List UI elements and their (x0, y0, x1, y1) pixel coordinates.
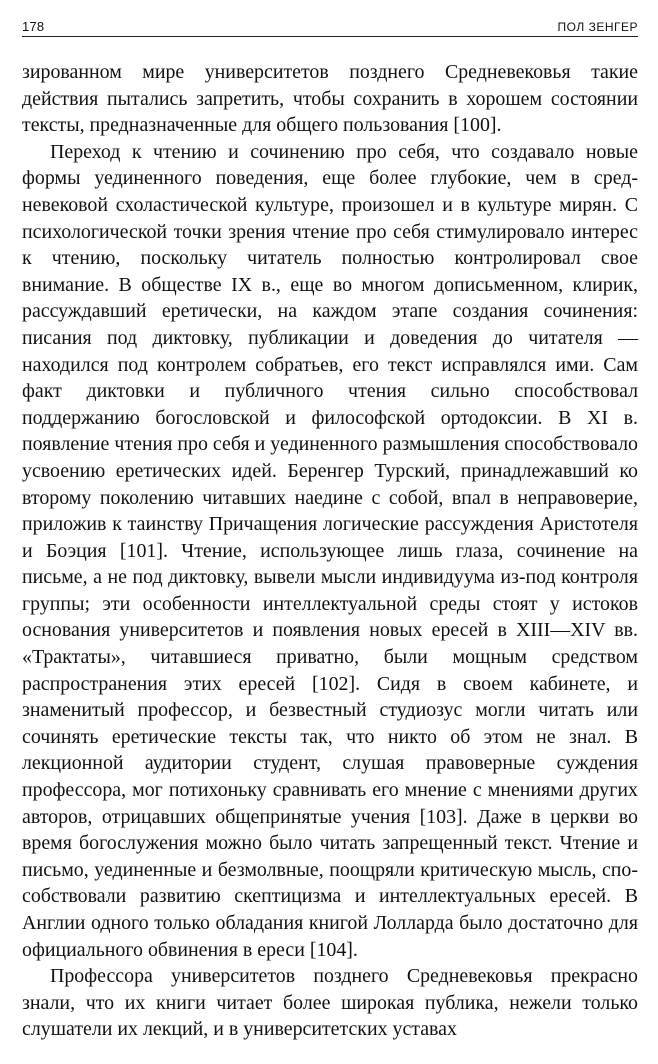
paragraph-professors: Профессора университетов позднего Средневековья прекрасно знали, что их книги читает более широкая публика, нежели только слушатели их лекций, и в университетских уставах (22, 965, 638, 1041)
paragraph-silent-reading: Переход к чтению и сочинению про себя, что создавало новые формы уединенного поведения, еще более глубокие, чем в средневековой схоластической культуре, произошел и в культуре мирян. С психологической точки зрения чтение про себя стимулировало интерес к чтению, поскольку читатель полностью контролировал свое внимание. В обществе IX в., еще во многом дописьменном, клирик, рассуждавший еретически, на каждом этапе создания сочинения: писания под диктовку, публикации и доведения до читателя — находился под контролем собратьев, его текст исправлялся ими. Сам факт диктовки и публичного чтения сильно способствовал поддержанию богословской и философской ортодоксии. В XI в. появление чтения про себя и уединенного размышления способствовало усвоению еретических идей. Беренгер Турский, принадлежавший ко второму поколению читавших наедине с собой, впал в неправоверие, приложив к таинству Причащения логические рассуждения Аристотеля и Боэция [101]. Чтение, использующее лишь глаза, сочинение на письме, а не под диктовку, вывели мысли индивидуума из-под контроля группы; эти особенности интеллектуальной среды стоят у истоков основания университетов и появления новых ересей в XIII—XIV вв. «Трактаты», читавшиеся приватно, были мощным средством распространения этих ересей [102]. Сидя в своем кабинете, и знаменитый профессор, и безвестный студиозус могли читать или сочинять еретические тексты так, что никто об этом не знал. В лекционной аудитории студент, слушая правоверные суждения профессора, мог потихоньку сравнивать его мнение с мнениями других авторов, отрицавших общепринятые учения [103]. Даже в церкви во время богослужения можно было читать запрещенный текст. Чтение и письмо, уединенные и безмолвные, поощряли критическую мысль, способствовали развитию скептицизма и интеллектуальных ересей. В Англии одного только обладания книгой Лолларда было достаточно для официального обвинения в ереси [104]. (22, 140, 638, 961)
page-header (22, 14, 638, 37)
running-head: ПОЛ ЗЕНГЕР (557, 20, 638, 34)
body-text (22, 59, 638, 1043)
page-number: 178 (22, 19, 45, 34)
paragraph-continuation: зированном мире университетов позднего Средневековья такие действия пытались запретить, чтобы сохранить в хорошем состоянии тексты, предназначенные для общего пользования [100]. (22, 61, 638, 137)
